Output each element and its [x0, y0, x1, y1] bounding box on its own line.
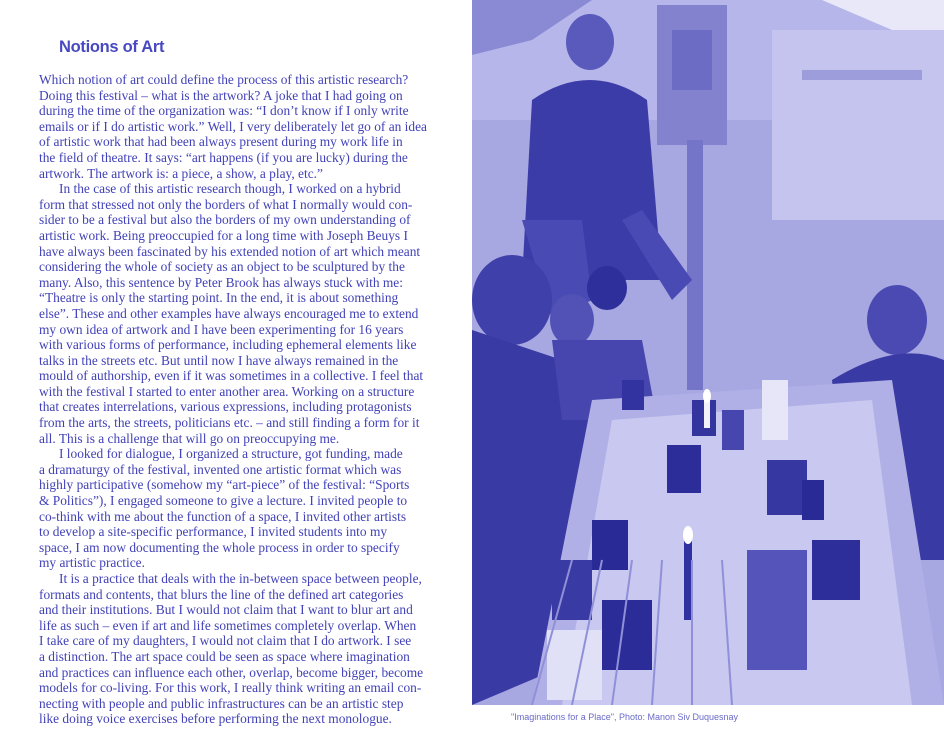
paragraph-1: Which notion of art could define the process of this artistic research? Doing this festival – what is the artwork? A joke that I had going on during the time of the organization was: “I don’t know if I only write emails or if I do artistic work.” Well, I very deliberately let go of an idea of artistic work that had been always present during my work life in the field of theatre. It says: “art happens (if you are lucky) during the artwork. The artwork is: a piece, a show, a play, etc.”	[39, 72, 427, 181]
section-title: Notions of Art	[59, 38, 165, 56]
paragraph-2: In the case of this artistic research though, I worked on a hybrid form that stressed not only the borders of what I normally would con- sider to be a festival but also the borders of my own understanding of artistic work. Being preoccupied for a long time with Joseph Beuys I have always been fascinated by his extended notion of art which meant considering the whole of society as an object to be sculptured by the many. Also, this sentence by Peter Brook has always stuck with me: “Theatre is only the starting point. In the end, it is about something else”. These and other examples have always encouraged me to extend my own idea of artwork and I have been experimenting for 16 years with various forms of performance, including ephemeral elements like talks in the streets etc. But until now I have always remained in the mould of authorship, even if it was sometimes in a collective. I feel that with the festival I started to enter another area. Working on a structure that creates interrelations, various expressions, including protagonists from the arts, the streets, politicians etc. – and still finding a form for it all. This is a challenge that will go on preoccupying me.	[39, 181, 424, 446]
paragraph-4: It is a practice that deals with the in-between space between people, formats and contents, that blurs the line of the defined art categories and their institutions. But I would not claim that I want to blur art and life as such – even if art and life sometimes completely overlap. When I take care of my daughters, I would not claim that I do artwork. I see a distinction. The art space could be seen as space where imagination and practices can influence each other, overlap, become bigger, become models for co-living. For this work, I really think writing an email con- necting with people and public infrastructures can be an artistic step like doing voice exercises before performing the next monologue.	[39, 571, 424, 727]
photo-illustration	[472, 0, 944, 705]
body-text	[39, 72, 459, 727]
event-photo	[472, 0, 944, 705]
photo-caption: "Imaginations for a Place", Photo: Manon Siv Duquesnay	[511, 712, 739, 722]
paragraph-3: I looked for dialogue, I organized a structure, got funding, made a dramaturgy of the festival, invented one artistic format which was highly participative (somehow my “art-piece” of the festival: “Sports & Politics”), I engaged someone to give a lecture. I invited people to co-think with me about the function of a space, I invited other artists to develop a site-specific performance, I invited students into my space, I am now documenting the whole process in order to specify my artistic practice.	[39, 446, 410, 571]
